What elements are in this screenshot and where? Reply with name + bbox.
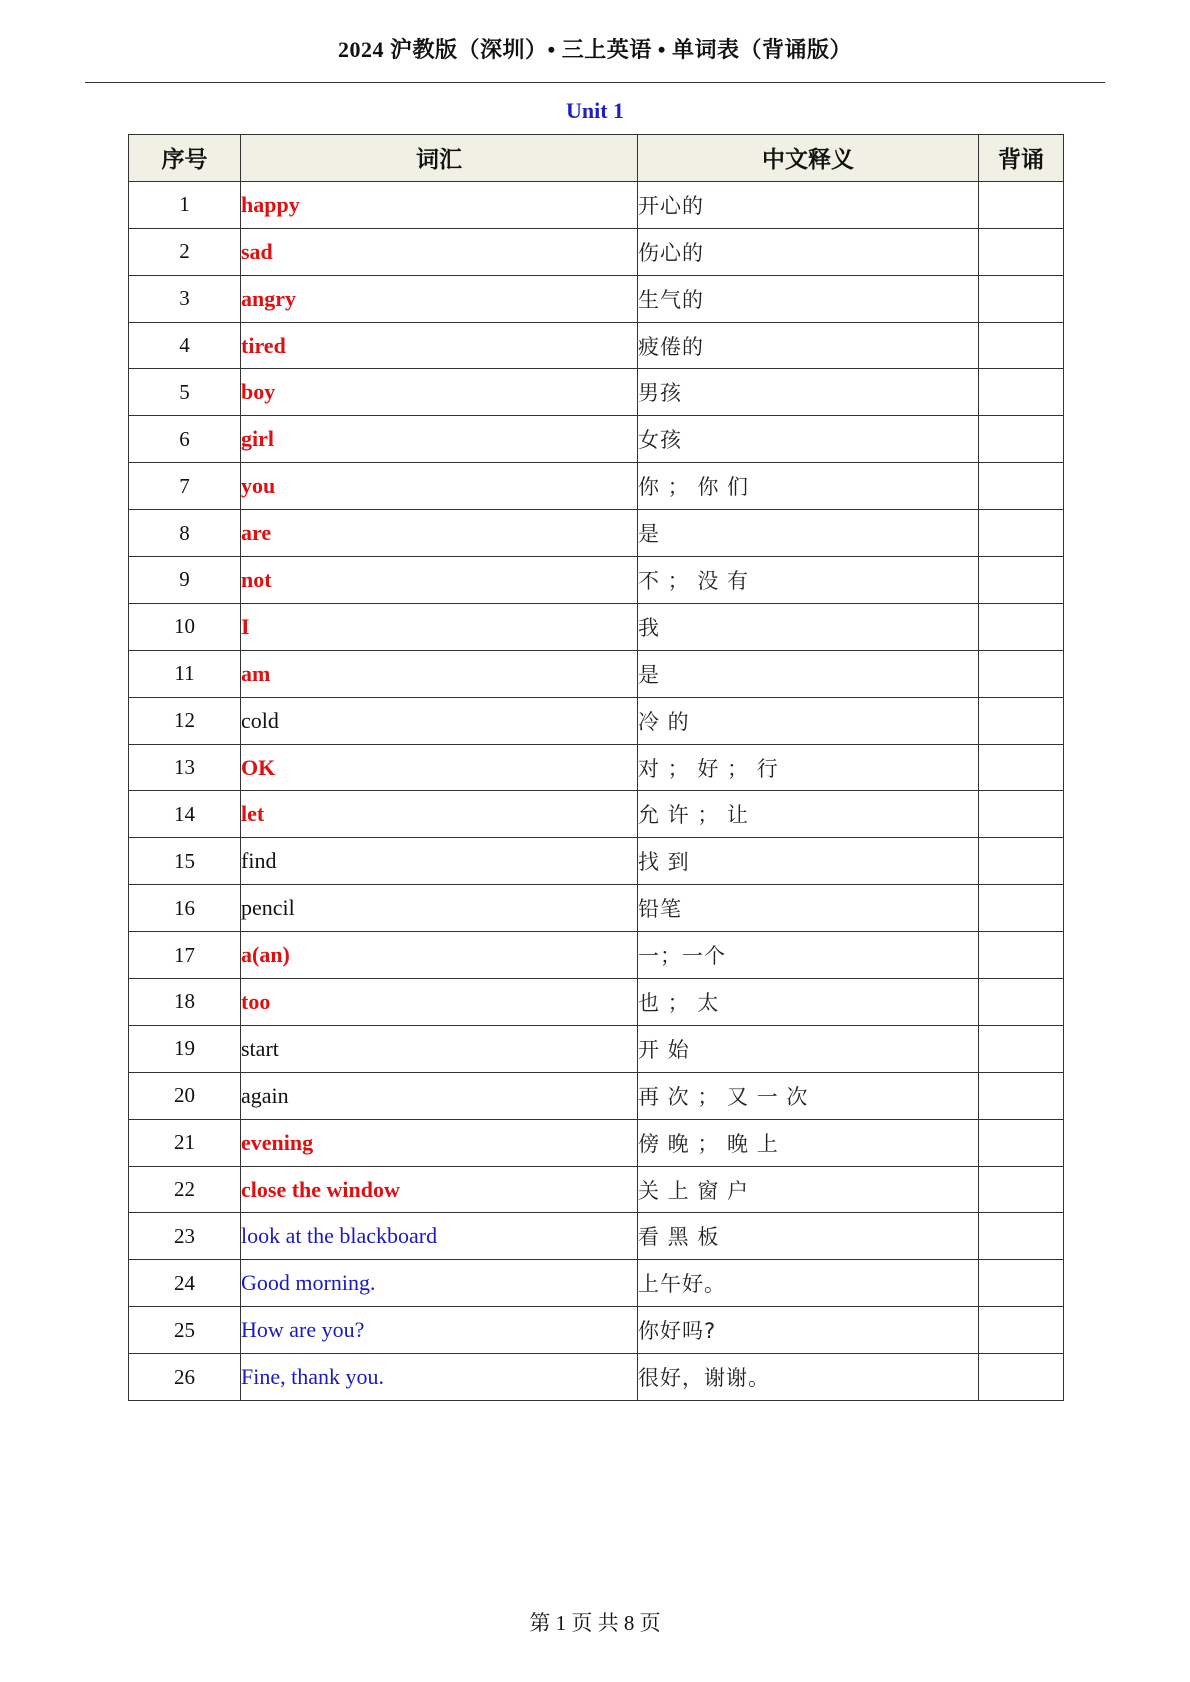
vocab-word: are xyxy=(241,510,638,557)
row-number: 12 xyxy=(129,697,241,744)
column-header-number: 序号 xyxy=(129,135,241,182)
row-number: 5 xyxy=(129,369,241,416)
chinese-meaning: 找 到 xyxy=(638,838,979,885)
vocab-word: sad xyxy=(241,228,638,275)
table-row xyxy=(129,181,1064,228)
recite-cell[interactable] xyxy=(979,1025,1064,1072)
recite-cell[interactable] xyxy=(979,838,1064,885)
vocab-word: pencil xyxy=(241,885,638,932)
document-header xyxy=(85,32,1105,83)
chinese-meaning: 看 黑 板 xyxy=(638,1213,979,1260)
vocabulary-table xyxy=(128,134,1064,1401)
vocab-word: look at the blackboard xyxy=(241,1213,638,1260)
table-row xyxy=(129,416,1064,463)
row-number: 4 xyxy=(129,322,241,369)
vocab-word: let xyxy=(241,791,638,838)
chinese-meaning: 是 xyxy=(638,510,979,557)
row-number: 18 xyxy=(129,979,241,1026)
table-row xyxy=(129,885,1064,932)
row-number: 20 xyxy=(129,1072,241,1119)
recite-cell[interactable] xyxy=(979,744,1064,791)
table-row xyxy=(129,979,1064,1026)
row-number: 23 xyxy=(129,1213,241,1260)
column-header-recite: 背诵 xyxy=(979,135,1064,182)
chinese-meaning: 男孩 xyxy=(638,369,979,416)
row-number: 9 xyxy=(129,557,241,604)
vocab-word: tired xyxy=(241,322,638,369)
table-row xyxy=(129,791,1064,838)
chinese-meaning: 对 ； 好 ； 行 xyxy=(638,744,979,791)
recite-cell[interactable] xyxy=(979,322,1064,369)
chinese-meaning: 铅笔 xyxy=(638,885,979,932)
row-number: 11 xyxy=(129,650,241,697)
table-row xyxy=(129,603,1064,650)
table-row xyxy=(129,650,1064,697)
page-footer: 第 1 页 共 8 页 xyxy=(529,1611,661,1635)
vocab-word: happy xyxy=(241,181,638,228)
table-row xyxy=(129,322,1064,369)
recite-cell[interactable] xyxy=(979,1307,1064,1354)
table-row xyxy=(129,697,1064,744)
table-row xyxy=(129,275,1064,322)
recite-cell[interactable] xyxy=(979,369,1064,416)
vocab-word: not xyxy=(241,557,638,604)
row-number: 6 xyxy=(129,416,241,463)
row-number: 8 xyxy=(129,510,241,557)
recite-cell[interactable] xyxy=(979,1166,1064,1213)
chinese-meaning: 关 上 窗 户 xyxy=(638,1166,979,1213)
vocab-word: again xyxy=(241,1072,638,1119)
recite-cell[interactable] xyxy=(979,228,1064,275)
vocab-word: too xyxy=(241,979,638,1026)
row-number: 14 xyxy=(129,791,241,838)
vocab-word: start xyxy=(241,1025,638,1072)
recite-cell[interactable] xyxy=(979,1072,1064,1119)
recite-cell[interactable] xyxy=(979,791,1064,838)
recite-cell[interactable] xyxy=(979,557,1064,604)
column-header-word: 词汇 xyxy=(241,135,638,182)
recite-cell[interactable] xyxy=(979,932,1064,979)
chinese-meaning: 允 许 ； 让 xyxy=(638,791,979,838)
chinese-meaning: 不 ； 没 有 xyxy=(638,557,979,604)
table-row xyxy=(129,1072,1064,1119)
chinese-meaning: 上午好。 xyxy=(638,1260,979,1307)
chinese-meaning: 开心的 xyxy=(638,181,979,228)
vocabulary-table-body xyxy=(129,181,1064,1400)
table-row xyxy=(129,744,1064,791)
table-row xyxy=(129,1213,1064,1260)
recite-cell[interactable] xyxy=(979,979,1064,1026)
table-row xyxy=(129,510,1064,557)
row-number: 15 xyxy=(129,838,241,885)
table-row xyxy=(129,1119,1064,1166)
chinese-meaning: 一；一个 xyxy=(638,932,979,979)
row-number: 26 xyxy=(129,1354,241,1401)
table-row xyxy=(129,1354,1064,1401)
row-number: 25 xyxy=(129,1307,241,1354)
chinese-meaning: 也 ； 太 xyxy=(638,979,979,1026)
chinese-meaning: 我 xyxy=(638,603,979,650)
table-row xyxy=(129,1260,1064,1307)
table-row xyxy=(129,1307,1064,1354)
row-number: 7 xyxy=(129,463,241,510)
vocab-word: you xyxy=(241,463,638,510)
table-row xyxy=(129,557,1064,604)
table-row xyxy=(129,838,1064,885)
vocab-word: boy xyxy=(241,369,638,416)
row-number: 21 xyxy=(129,1119,241,1166)
chinese-meaning: 再 次 ； 又 一 次 xyxy=(638,1072,979,1119)
table-row xyxy=(129,369,1064,416)
row-number: 19 xyxy=(129,1025,241,1072)
vocab-word: find xyxy=(241,838,638,885)
chinese-meaning: 傍 晚 ； 晚 上 xyxy=(638,1119,979,1166)
row-number: 16 xyxy=(129,885,241,932)
chinese-meaning: 开 始 xyxy=(638,1025,979,1072)
table-row xyxy=(129,463,1064,510)
table-row xyxy=(129,228,1064,275)
recite-cell[interactable] xyxy=(979,275,1064,322)
chinese-meaning: 很好，谢谢。 xyxy=(638,1354,979,1401)
recite-cell[interactable] xyxy=(979,885,1064,932)
vocab-word: Good morning. xyxy=(241,1260,638,1307)
vocab-word: OK xyxy=(241,744,638,791)
table-header-row xyxy=(129,135,1064,182)
recite-cell[interactable] xyxy=(979,603,1064,650)
chinese-meaning: 疲倦的 xyxy=(638,322,979,369)
chinese-meaning: 你好吗? xyxy=(638,1307,979,1354)
row-number: 3 xyxy=(129,275,241,322)
recite-cell[interactable] xyxy=(979,1213,1064,1260)
vocab-word: How are you? xyxy=(241,1307,638,1354)
recite-cell[interactable] xyxy=(979,1354,1064,1401)
recite-cell[interactable] xyxy=(979,1260,1064,1307)
recite-cell[interactable] xyxy=(979,416,1064,463)
row-number: 17 xyxy=(129,932,241,979)
chinese-meaning: 冷 的 xyxy=(638,697,979,744)
row-number: 1 xyxy=(129,181,241,228)
vocab-word: girl xyxy=(241,416,638,463)
chinese-meaning: 伤心的 xyxy=(638,228,979,275)
vocab-word: close the window xyxy=(241,1166,638,1213)
recite-cell[interactable] xyxy=(979,463,1064,510)
vocab-word: evening xyxy=(241,1119,638,1166)
recite-cell[interactable] xyxy=(979,697,1064,744)
recite-cell[interactable] xyxy=(979,650,1064,697)
chinese-meaning: 你 ； 你 们 xyxy=(638,463,979,510)
recite-cell[interactable] xyxy=(979,510,1064,557)
chinese-meaning: 生气的 xyxy=(638,275,979,322)
chinese-meaning: 女孩 xyxy=(638,416,979,463)
column-header-meaning: 中文释义 xyxy=(638,135,979,182)
row-number: 13 xyxy=(129,744,241,791)
table-row xyxy=(129,1025,1064,1072)
vocab-word: cold xyxy=(241,697,638,744)
vocab-word: a(an) xyxy=(241,932,638,979)
vocab-word: am xyxy=(241,650,638,697)
row-number: 10 xyxy=(129,603,241,650)
table-row xyxy=(129,932,1064,979)
document-title: 2024 沪教版（深圳）• 三上英语 • 单词表（背诵版） xyxy=(338,37,852,62)
table-row xyxy=(129,1166,1064,1213)
unit-title: Unit 1 xyxy=(565,98,625,123)
row-number: 22 xyxy=(129,1166,241,1213)
chinese-meaning: 是 xyxy=(638,650,979,697)
recite-cell[interactable] xyxy=(979,1119,1064,1166)
row-number: 2 xyxy=(129,228,241,275)
vocab-word: Fine, thank you. xyxy=(241,1354,638,1401)
vocab-word: I xyxy=(241,603,638,650)
recite-cell[interactable] xyxy=(979,181,1064,228)
row-number: 24 xyxy=(129,1260,241,1307)
vocab-word: angry xyxy=(241,275,638,322)
